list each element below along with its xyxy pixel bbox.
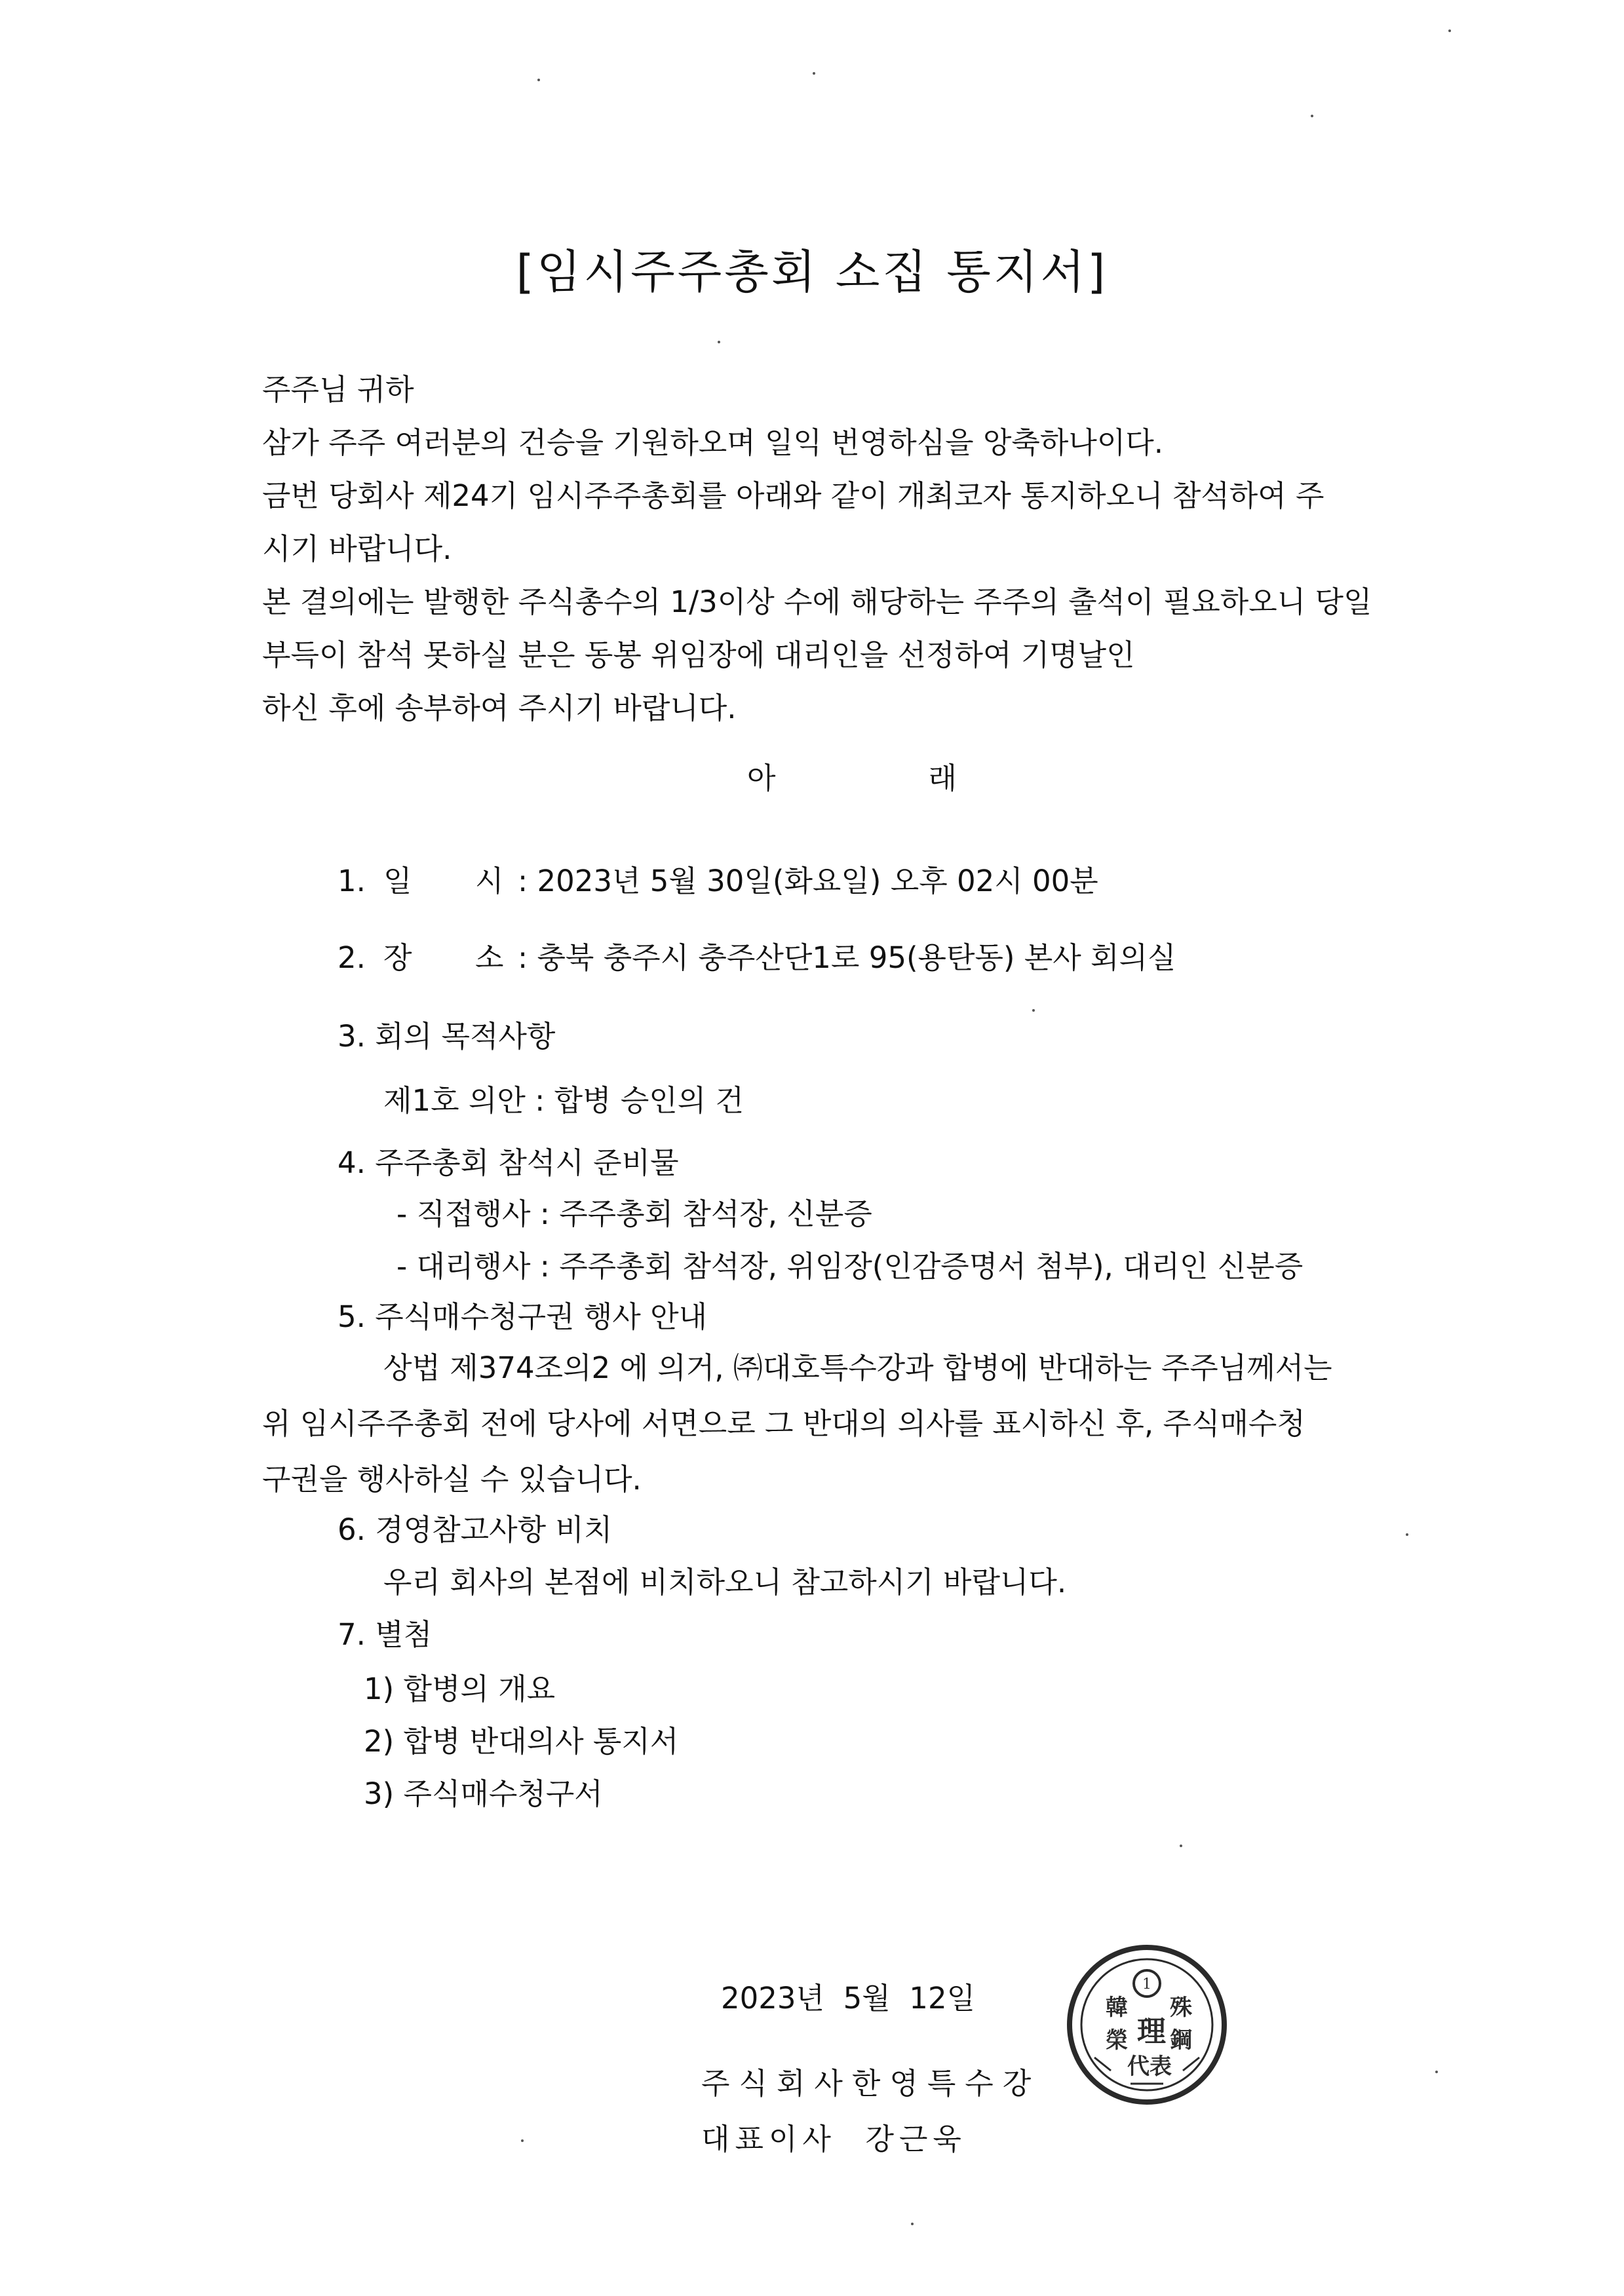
notice-title: [임시주주총회 소집 통지서]	[516, 245, 1108, 299]
scan-speck	[1180, 1845, 1182, 1847]
scan-speck	[718, 341, 720, 343]
item-5-heading: 5. 주식매수청구권 행사 안내	[338, 1299, 708, 1334]
attachment-item: 2) 합병 반대의사 통지서	[364, 1724, 679, 1759]
issue-date: 2023년 5월 12일	[721, 1981, 976, 2016]
item-4-direct: - 직접행사 : 주주총회 참석장, 신분증	[396, 1196, 872, 1231]
attachment-item: 3) 주식매수청구서	[364, 1776, 603, 1811]
company-name: 주식회사한영특수강	[701, 2066, 1041, 2101]
item-2-value: : 충북 충주시 충주산단1로 95(용탄동) 본사 회의실	[518, 940, 1176, 975]
item-2-label: 장	[383, 940, 412, 975]
intro-line: 본 결의에는 발행한 주식총수의 1/3이상 수에 해당하는 주주의 출석이 필요하오니 당일	[262, 584, 1372, 619]
addressee: 주주님 귀하	[262, 372, 414, 407]
item-1-value: : 2023년 5월 30일(화요일) 오후 02시 00분	[518, 864, 1098, 898]
svg-text:鋼: 鋼	[1170, 2027, 1192, 2054]
intro-line: 시기 바랍니다.	[262, 531, 452, 566]
scan-speck	[1032, 1009, 1035, 1012]
item-2-label: 소	[475, 940, 504, 975]
scan-speck	[813, 72, 815, 75]
svg-text:理: 理	[1137, 2015, 1166, 2048]
item-1-label: 시	[475, 864, 504, 898]
item-4-heading: 4. 주주총회 참석시 준비물	[338, 1145, 679, 1180]
svg-text:榮: 榮	[1106, 2027, 1128, 2054]
svg-text:韓: 韓	[1106, 1995, 1128, 2021]
svg-text:1: 1	[1142, 1976, 1151, 1993]
item-3-heading: 3. 회의 목적사항	[338, 1019, 556, 1054]
below-heading-char: 아	[747, 761, 776, 795]
intro-line: 금번 당회사 제24기 임시주주총회를 아래와 같이 개최코자 통지하오니 참석하여 주	[262, 478, 1324, 513]
item-2-number: 2.	[338, 940, 366, 975]
item-3-agenda: 제1호 의안 : 합병 승인의 건	[383, 1083, 744, 1118]
item-4-proxy: - 대리행사 : 주주총회 참석장, 위임장(인감증명서 첨부), 대리인 신분증	[396, 1249, 1304, 1284]
attachment-item: 1) 합병의 개요	[364, 1672, 556, 1706]
ceo-name: 대표이사 강근욱	[701, 2122, 967, 2156]
scan-speck	[521, 2139, 524, 2142]
item-6-text: 우리 회사의 본점에 비치하오니 참고하시기 바랍니다.	[383, 1565, 1067, 1599]
intro-line: 삼가 주주 여러분의 건승을 기원하오며 일익 번영하심을 앙축하나이다.	[262, 425, 1164, 460]
scan-speck	[1311, 115, 1313, 117]
intro-line: 부득이 참석 못하실 분은 동봉 위임장에 대리인을 선정하여 기명날인	[262, 638, 1135, 672]
svg-text:代表: 代表	[1127, 2054, 1172, 2080]
item-1-number: 1.	[338, 864, 366, 898]
below-heading-char: 래	[928, 761, 957, 795]
scan-speck	[911, 2223, 914, 2225]
scan-speck	[1448, 29, 1451, 32]
item-6-heading: 6. 경영참고사항 비치	[338, 1512, 613, 1547]
item-1-label: 일	[383, 864, 412, 898]
item-7-heading: 7. 별첨	[338, 1617, 433, 1652]
below-heading	[747, 759, 957, 798]
svg-text:殊: 殊	[1170, 1995, 1192, 2021]
item-5-line: 위 임시주주총회 전에 당사에 서면으로 그 반대의 의사를 표시하신 후, 주식매수청	[262, 1406, 1305, 1441]
scan-speck	[1406, 1533, 1408, 1536]
item-5-line: 구권을 행사하실 수 있습니다.	[262, 1462, 642, 1497]
intro-line: 하신 후에 송부하여 주시기 바랍니다.	[262, 691, 737, 725]
scan-speck	[1435, 2071, 1438, 2073]
item-5-line: 상법 제374조의2 에 의거, ㈜대호특수강과 합병에 반대하는 주주님께서는	[383, 1350, 1332, 1385]
company-seal	[1065, 1943, 1229, 2107]
scan-speck	[537, 79, 540, 81]
